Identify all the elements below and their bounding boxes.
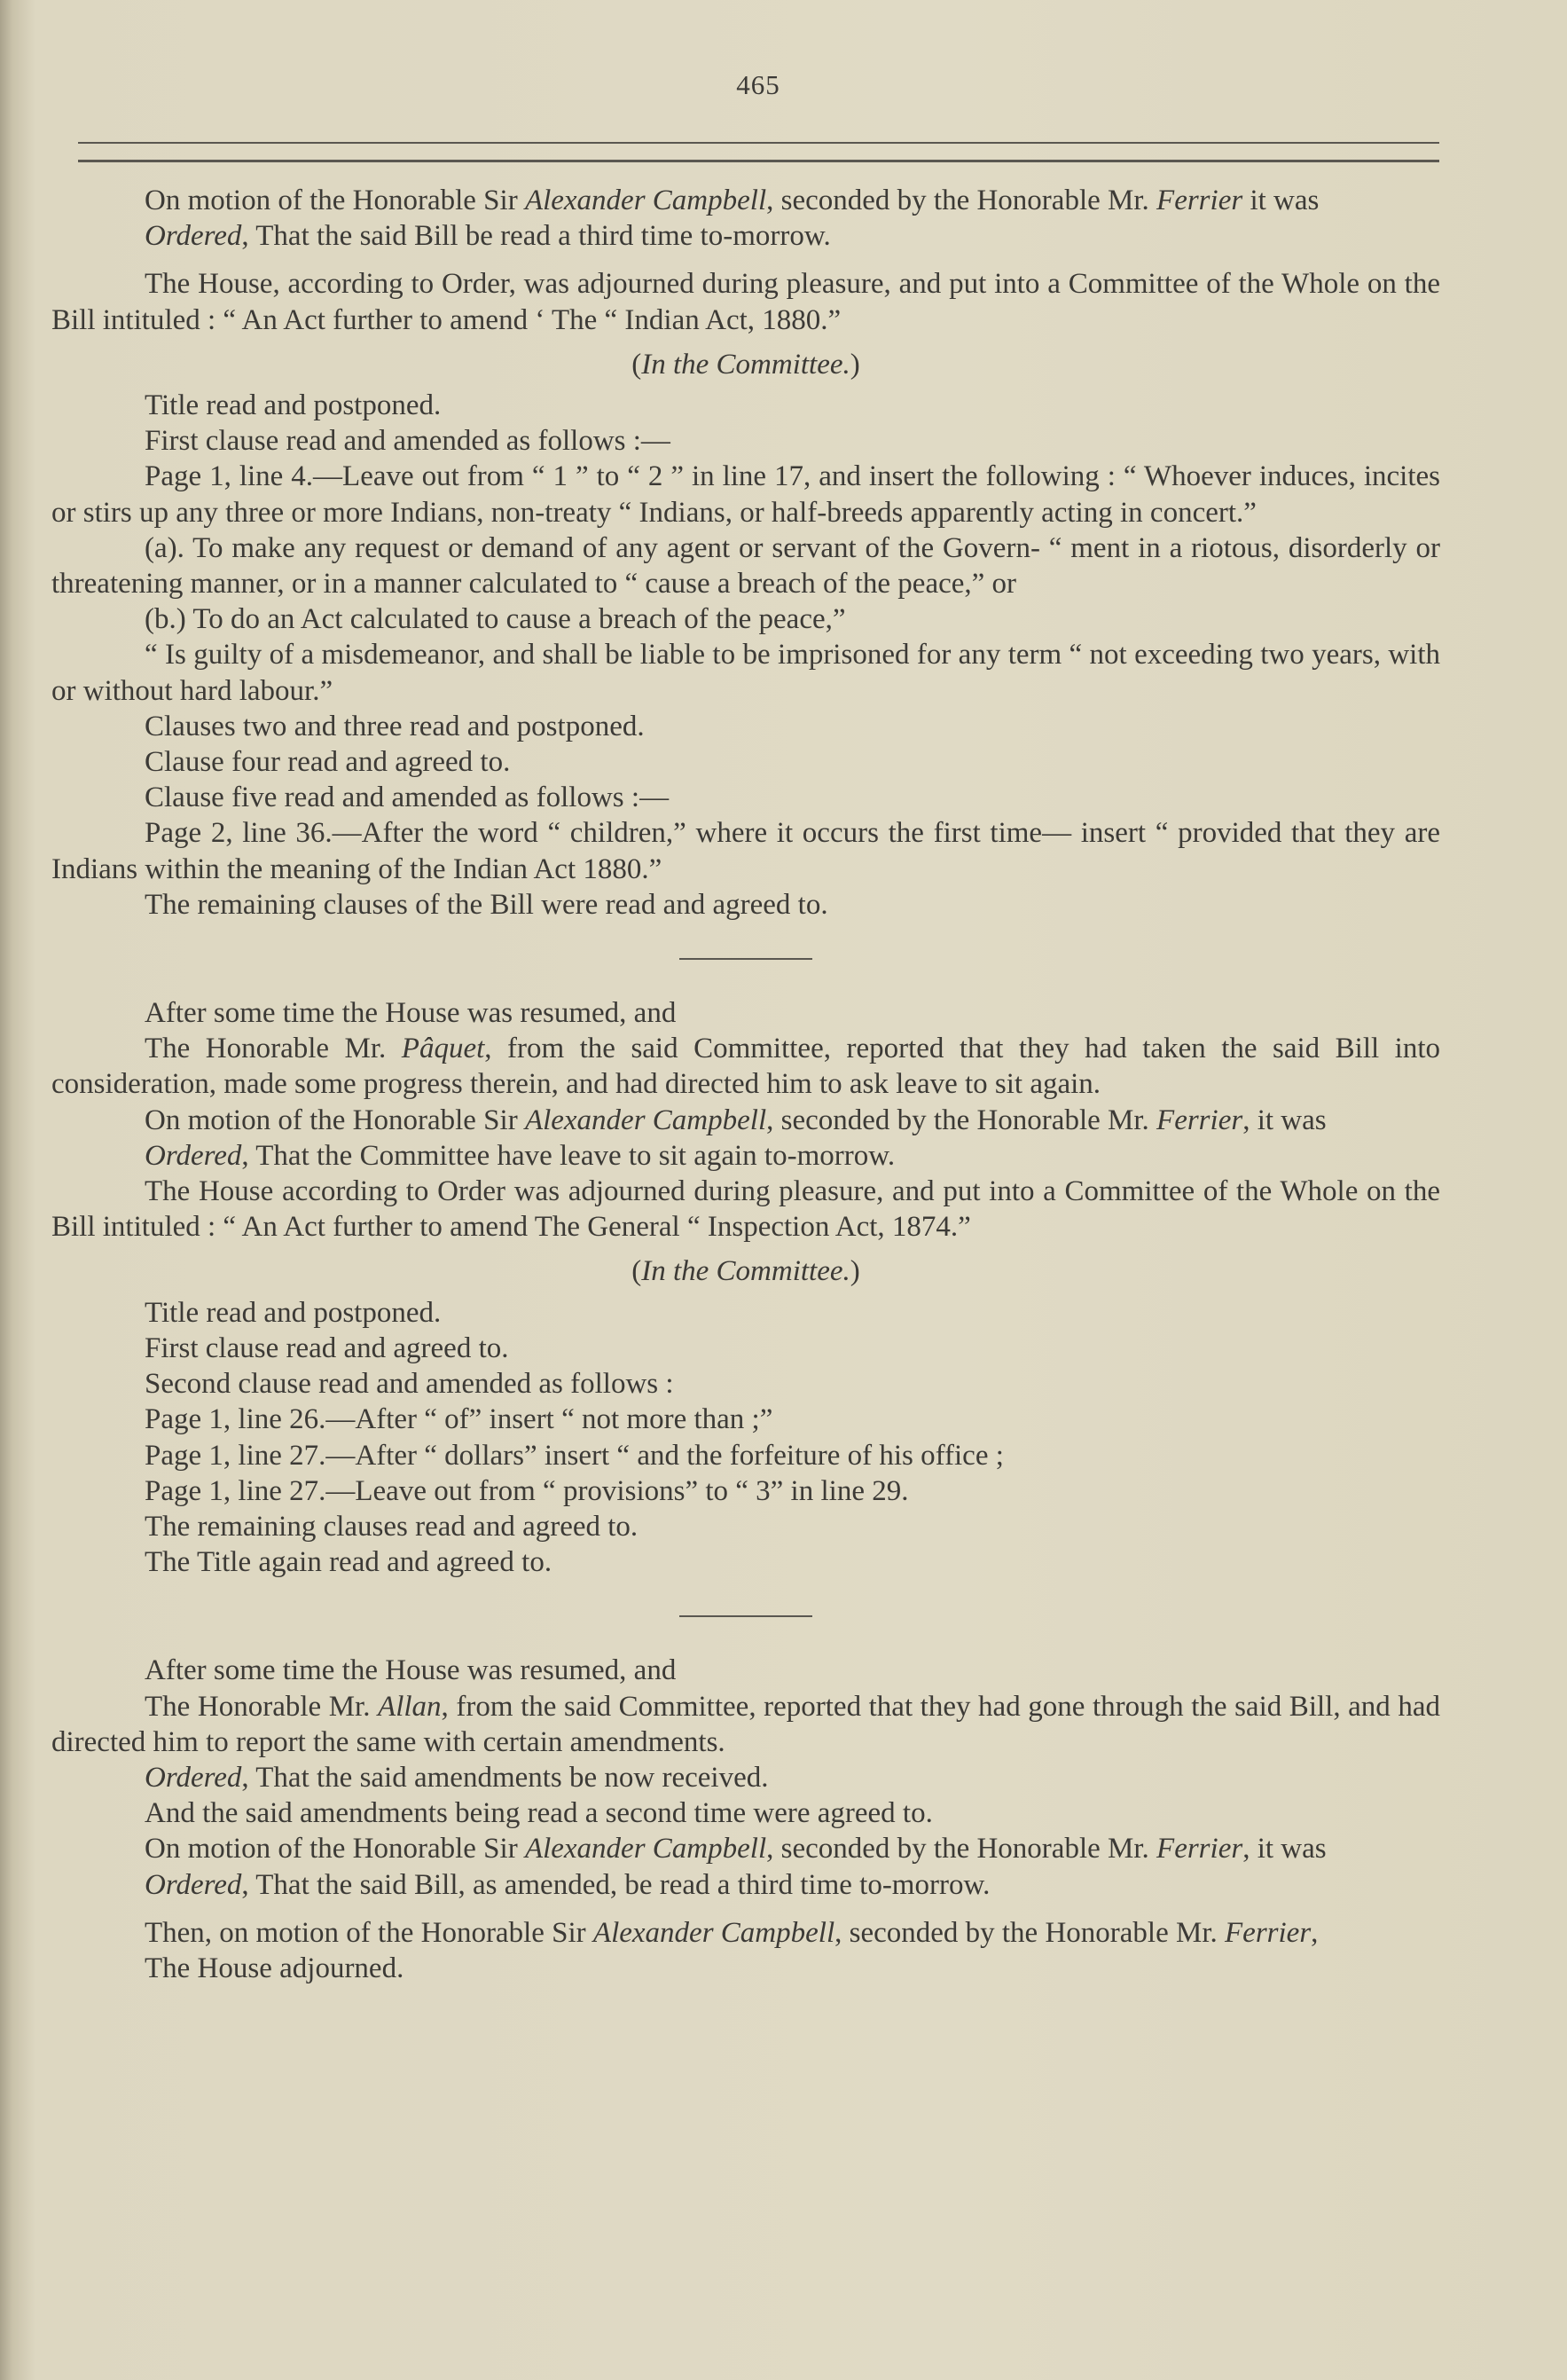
proceeding-line: (a). To make any request or demand of any agent or servant of the Govern- “ ment in a riotous, disorderly or threatening manner, or in a manner calculated to “ cause a breach of the peace,” or — [51, 531, 1440, 601]
adjourned-line: The House adjourned. — [145, 1952, 404, 1984]
header-rule — [78, 142, 1439, 144]
ordered-paragraph: Ordered, That the said amendments be now received. — [145, 1761, 769, 1794]
proceeding-line: Title read and postponed. — [145, 1296, 442, 1329]
proceeding-line: Page 1, line 27.—Leave out from “ provisions” to “ 3” in line 29. — [145, 1474, 909, 1507]
committee-heading: (In the Committee.) — [631, 348, 860, 381]
proceeding-line: Page 1, line 26.—After “ of” insert “ not more than ;” — [145, 1403, 773, 1436]
proceeding-line: The Title again read and agreed to. — [145, 1546, 552, 1579]
page-number: 465 — [736, 69, 780, 100]
committee-intro: The House, according to Order, was adjourned during pleasure, and put into a Committee of the Whole on the Bill intituled : “ An Act further to amend ‘ The “ Indian Act, 1880.” — [51, 268, 1440, 336]
resumed-line: After some time the House was resumed, and — [145, 1654, 677, 1687]
journal-body — [51, 183, 1440, 1986]
proceeding-line: First clause read and agreed to. — [145, 1331, 509, 1364]
report-paragraph: The Honorable Mr. Pâquet, from the said Committee, reported that they had taken the said Bill into consideration, made some progress therein, and had directed him to ask leave to sit again. — [51, 1033, 1440, 1101]
proceeding-line: Second clause read and amended as follows : — [145, 1368, 674, 1401]
ordered-paragraph: Ordered, That the said Bill be read a third time to-morrow. — [145, 220, 831, 253]
committee-intro: The House according to Order was adjourned during pleasure, and put into a Committee of the Whole on the Bill intituled : “ An Act further to amend The General “ Inspection Act, 1874.” — [51, 1175, 1440, 1244]
proceeding-line: Page 1, line 27.—After “ dollars” insert “ and the forfeiture of his office ; — [145, 1439, 1004, 1472]
proceeding-line: “ Is guilty of a misdemeanor, and shall be liable to be imprisoned for any term “ not exceeding two years, with or without hard labour.” — [51, 639, 1440, 707]
header-rule-thick — [78, 160, 1439, 162]
report-paragraph: The Honorable Mr. Allan, from the said Committee, reported that they had gone through the said Bill, and had directed him to report the same with certain amendments. — [51, 1690, 1440, 1758]
proceeding-line: First clause read and amended as follows :— — [145, 425, 670, 458]
motion-paragraph: On motion of the Honorable Sir Alexander Campbell, seconded by the Honorable Mr. Ferrier, it was — [145, 1833, 1327, 1866]
proceeding-line: The remaining clauses read and agreed to. — [145, 1510, 639, 1543]
motion-paragraph: On motion of the Honorable Sir Alexander Campbell, seconded by the Honorable Mr. Ferrier it was — [145, 185, 1320, 216]
second-reading-line: And the said amendments being read a second time were agreed to. — [145, 1797, 933, 1830]
section-separator — [679, 958, 812, 960]
proceeding-line: Title read and postponed. — [145, 389, 442, 422]
ordered-paragraph: Ordered, That the said Bill, as amended, be read a third time to-morrow. — [145, 1868, 991, 1901]
section-separator — [679, 1615, 812, 1617]
final-motion-paragraph: Then, on motion of the Honorable Sir Alexander Campbell, seconded by the Honorable Mr. Ferrier, — [145, 1916, 1319, 1949]
proceeding-line: The remaining clauses of the Bill were read and agreed to. — [145, 888, 828, 921]
proceeding-line: (b.) To do an Act calculated to cause a breach of the peace,” — [145, 603, 846, 636]
motion-paragraph: On motion of the Honorable Sir Alexander Campbell, seconded by the Honorable Mr. Ferrier, it was — [145, 1104, 1327, 1136]
proceeding-line: Clause five read and amended as follows :— — [145, 782, 670, 814]
proceeding-line: Page 1, line 4.—Leave out from “ 1 ” to “ 2 ” in line 17, and insert the following : “ Whoever induces, incites or stirs up any three or more Indians, non-treaty “ Indians, or half-breeds apparently acting in concert.” — [51, 460, 1440, 529]
proceeding-line: Page 2, line 36.—After the word “ children,” where it occurs the first time— insert “ provided that they are Indians within the meaning of the Indian Act 1880.” — [51, 817, 1440, 885]
ordered-paragraph: Ordered, That the Committee have leave to sit again to-morrow. — [145, 1139, 896, 1172]
resumed-line: After some time the House was resumed, and — [145, 997, 677, 1030]
proceeding-line: Clauses two and three read and postponed. — [145, 710, 645, 742]
proceeding-line: Clause four read and agreed to. — [145, 746, 511, 779]
committee-heading: (In the Committee.) — [631, 1255, 860, 1288]
